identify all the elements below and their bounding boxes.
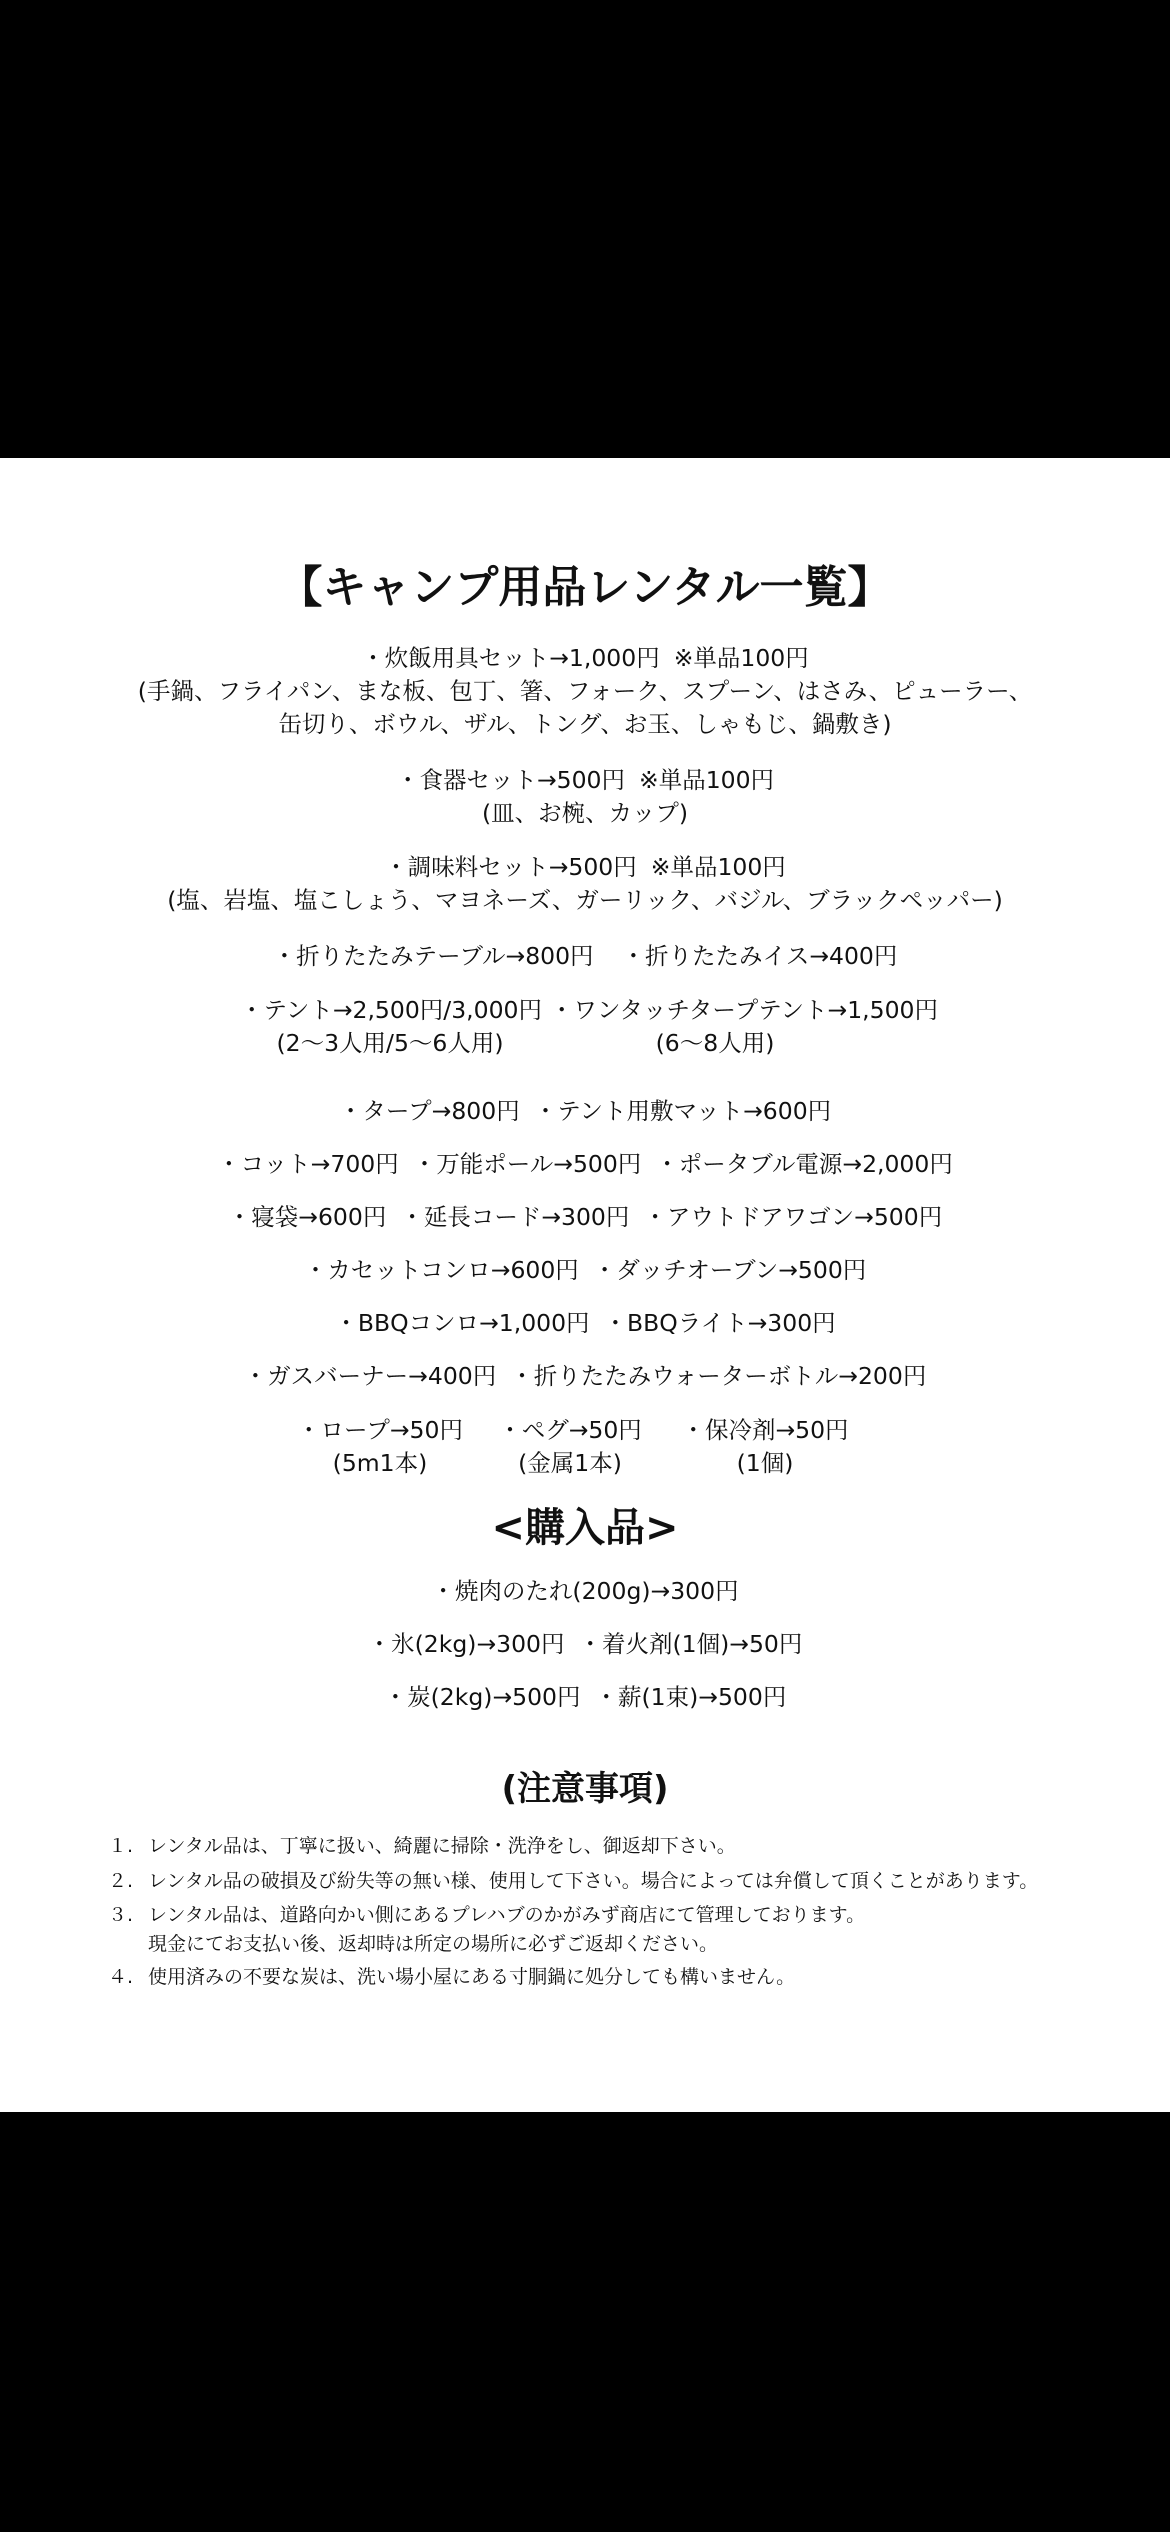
folding-chair-price: ・折りたたみイス→400円 bbox=[621, 942, 898, 970]
rental-title: 【キャンプ用品レンタル一覧】 bbox=[278, 562, 892, 613]
extension-cord-price: ・延長コード→300円 bbox=[400, 1203, 630, 1231]
tableware-set-line bbox=[0, 763, 1170, 797]
tableware-set-items: (皿、お椀、カップ) bbox=[481, 799, 689, 827]
tableware-set-note: ※単品100円 bbox=[639, 766, 775, 794]
tent-capacity: (2～3人用/5～6人用) bbox=[276, 1029, 504, 1057]
note-item bbox=[108, 1901, 865, 1929]
top-black-bar bbox=[0, 0, 1170, 458]
cooking-set-line bbox=[0, 641, 1170, 675]
folding-table-price: ・折りたたみテーブル→800円 bbox=[272, 942, 594, 970]
tarp-line bbox=[0, 1094, 1170, 1128]
ice-pack-note: (1個) bbox=[736, 1449, 794, 1477]
bottom-black-bar bbox=[0, 2112, 1170, 2532]
ice-price: ・氷(2kg)→300円 bbox=[367, 1630, 565, 1658]
rope-note: (5m1本) bbox=[332, 1449, 428, 1477]
ice-line bbox=[0, 1627, 1170, 1661]
rental-document bbox=[0, 458, 1170, 2112]
tent-mat-price: ・テント用敷マット→600円 bbox=[533, 1097, 832, 1125]
notes-title: (注意事項) bbox=[501, 1769, 669, 1809]
note-item bbox=[108, 1832, 736, 1860]
firewood-price: ・薪(1束)→500円 bbox=[594, 1683, 787, 1711]
peg-note: (金属1本) bbox=[518, 1449, 622, 1477]
tarp-price: ・タープ→800円 bbox=[338, 1097, 520, 1125]
bbq-light-price: ・BBQライト→300円 bbox=[603, 1309, 836, 1337]
note-item bbox=[108, 1963, 795, 1991]
note-text: レンタル品は、丁寧に扱い、綺麗に掃除・洗浄をし、御返却下さい。 bbox=[148, 1835, 736, 1857]
charcoal-line bbox=[0, 1680, 1170, 1714]
note-number: ２. bbox=[108, 1870, 134, 1892]
seasoning-set-line bbox=[0, 850, 1170, 884]
seasoning-set-note: ※単品100円 bbox=[650, 853, 786, 881]
cooking-set-price: ・炊飯用具セット→1,000円 bbox=[361, 644, 660, 672]
fire-starter-price: ・着火剤(1個)→50円 bbox=[578, 1630, 803, 1658]
gas-burner-price: ・ガスバーナー→400円 bbox=[243, 1362, 497, 1390]
burner-line bbox=[0, 1359, 1170, 1393]
sleeping-bag-line bbox=[0, 1200, 1170, 1234]
charcoal-price: ・炭(2kg)→500円 bbox=[383, 1683, 581, 1711]
dutch-oven-price: ・ダッチオーブン→500円 bbox=[592, 1256, 867, 1284]
peg-price: ・ペグ→50円 bbox=[498, 1416, 642, 1444]
sleeping-bag-price: ・寝袋→600円 bbox=[227, 1203, 387, 1231]
cooking-set-note: ※単品100円 bbox=[673, 644, 809, 672]
universal-pole-price: ・万能ポール→500円 bbox=[412, 1150, 642, 1178]
seasoning-set-items: (塩、岩塩、塩こしょう、マヨネーズ、ガーリック、バジル、ブラックペッパー) bbox=[167, 886, 1003, 914]
cot-price: ・コット→700円 bbox=[217, 1150, 399, 1178]
bbq-line bbox=[0, 1306, 1170, 1340]
note-item bbox=[108, 1867, 1038, 1895]
purchase-title: <購入品> bbox=[491, 1505, 679, 1551]
cooking-set-items-2: 缶切り、ボウル、ザル、トング、お玉、しゃもじ、鍋敷き) bbox=[278, 710, 892, 738]
note-text: レンタル品の破損及び紛失等の無い様、使用して下さい。場合によっては弁償して頂くことがあります。 bbox=[148, 1870, 1039, 1892]
outdoor-wagon-price: ・アウトドアワゴン→500円 bbox=[643, 1203, 943, 1231]
note-text-continuation: 現金にてお支払い後、返却時は所定の場所に必ずご返却ください。 bbox=[148, 1933, 719, 1955]
note-number: １. bbox=[108, 1835, 134, 1857]
cooking-set-items-1: (手鍋、フライパン、まな板、包丁、箸、フォーク、スプーン、はさみ、ピューラー、 bbox=[137, 677, 1033, 705]
one-touch-tarp-tent-capacity: (6～8人用) bbox=[655, 1029, 775, 1057]
tent-price: ・テント→2,500円/3,000円 bbox=[240, 996, 542, 1024]
one-touch-tarp-tent-price: ・ワンタッチタープテント→1,500円 bbox=[550, 996, 939, 1024]
portable-power-price: ・ポータブル電源→2,000円 bbox=[655, 1150, 953, 1178]
rope-price: ・ロープ→50円 bbox=[297, 1416, 463, 1444]
note-text: 使用済みの不要な炭は、洗い場小屋にある寸胴鍋に処分しても構いません。 bbox=[148, 1966, 796, 1988]
bbq-stove-price: ・BBQコンロ→1,000円 bbox=[334, 1309, 590, 1337]
ice-pack-price: ・保冷剤→50円 bbox=[681, 1416, 849, 1444]
folding-water-bottle-price: ・折りたたみウォーターボトル→200円 bbox=[510, 1362, 927, 1390]
tableware-set-price: ・食器セット→500円 bbox=[395, 766, 625, 794]
stove-line bbox=[0, 1253, 1170, 1287]
yakiniku-sauce-price: ・焼肉のたれ(200g)→300円 bbox=[431, 1577, 739, 1605]
note-number: ４. bbox=[108, 1966, 134, 1988]
note-text: レンタル品は、道路向かい側にあるプレハブのかがみず商店にて管理しております。 bbox=[148, 1904, 866, 1926]
seasoning-set-price: ・調味料セット→500円 bbox=[384, 853, 637, 881]
cassette-stove-price: ・カセットコンロ→600円 bbox=[303, 1256, 579, 1284]
note-number: ３. bbox=[108, 1904, 134, 1926]
folding-furniture-line bbox=[0, 939, 1170, 973]
cot-line bbox=[0, 1147, 1170, 1181]
